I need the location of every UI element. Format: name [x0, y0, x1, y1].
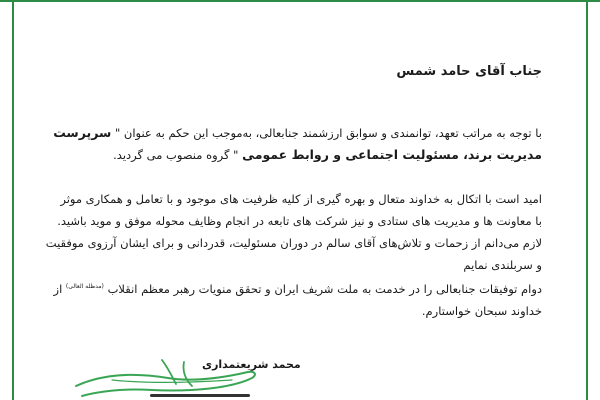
paragraph-appointment-line-2 [42, 144, 542, 166]
paragraph-thanks-line-2: و سربلندی نمایم [463, 258, 542, 272]
signer-title-cropped [150, 392, 250, 400]
closing-text-end: از [53, 281, 63, 296]
honorific-superscript: (مدظله العالی) [65, 283, 104, 290]
salutation: جناب آقای حامد شمس [396, 64, 542, 79]
signer-name: محمد شریعتمداری [202, 358, 301, 371]
appointment-role-part-1: سرپرست [53, 125, 112, 140]
paragraph-hope-line-2: با معاونت ها و مدیریت های ستادی و نیز شرکت های تابعه در انجام وظایف محوله موفق و موید باشید. [57, 214, 542, 228]
frame-right-line [586, 0, 588, 400]
paragraph-hope [42, 188, 542, 232]
paragraph-closing-line-1 [42, 276, 542, 300]
paragraph-thanks [42, 232, 542, 276]
frame-left-line [12, 0, 14, 400]
closing-text: دوام توفیقات جنابعالی را در خدمت به ملت شریف ایران و تحقق منویات رهبر معظم انقلاب [107, 281, 542, 296]
appointment-text-end: " گروه منصوب می گردید. [113, 148, 239, 162]
paragraph-thanks-line-1: لازم می‌دانم از زحمات و تلاش‌های آقای سالم در دوران مسئولیت، قدردانی و برای ایشان آرزوی موفقیت [45, 236, 542, 250]
paragraph-appointment-line-1 [42, 122, 542, 144]
appointment-text: با توجه به مراتب تعهد، توانمندی و سوابق ارزشمند جنابعالی، به‌موجب این حکم به عنوان " [114, 126, 542, 140]
paragraph-closing-line-2: خداوند سبحان خواستارم. [421, 303, 542, 318]
appointment-role-part-2: مدیریت برند، مسئولیت اجتماعی و روابط عمومی [242, 147, 542, 162]
paragraph-closing [42, 276, 542, 322]
frame-top-line [0, 0, 600, 2]
paragraph-appointment [42, 122, 542, 166]
paragraph-hope-line-1: امید است با اتکال به خداوند متعال و بهره گیری از کلیه ظرفیت های موجود و با تعامل و همکاری موثر [60, 192, 542, 206]
